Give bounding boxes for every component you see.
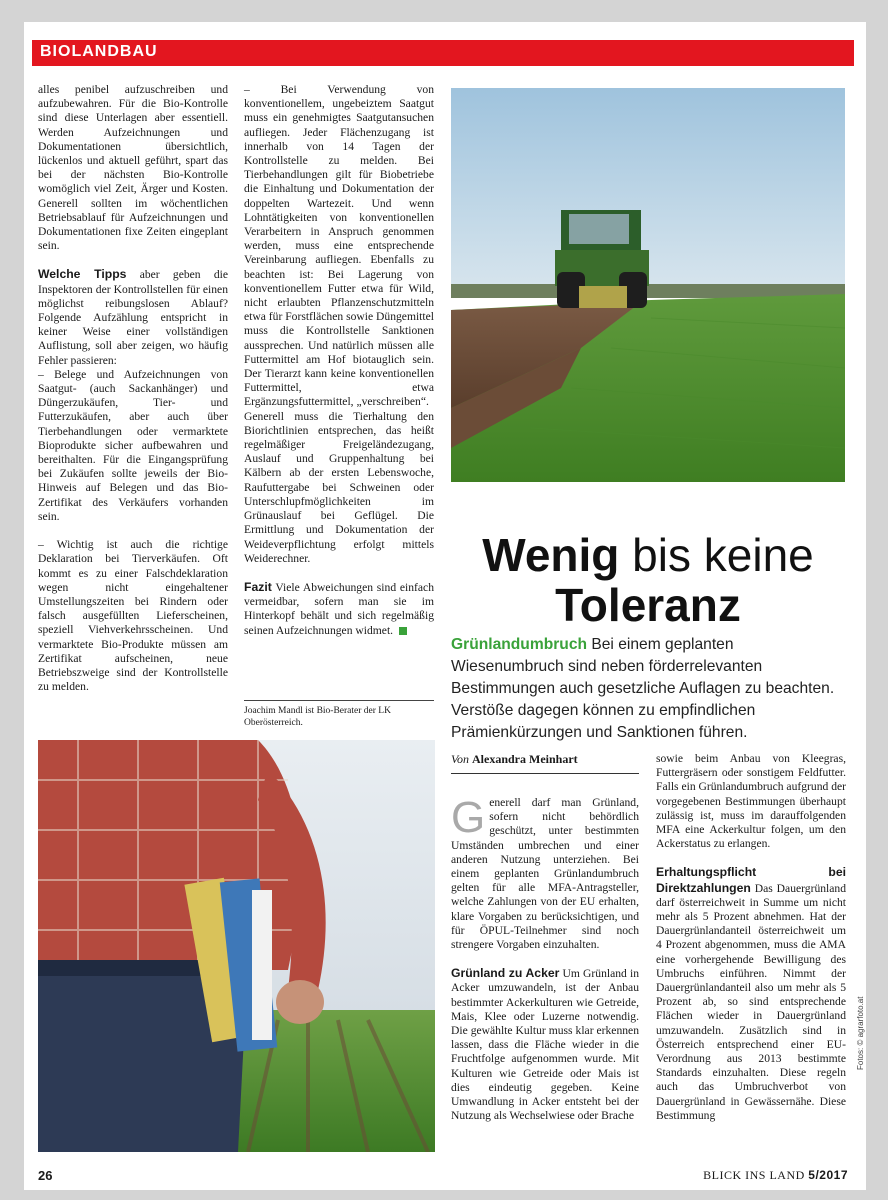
farmer-illustration — [38, 740, 435, 1152]
paragraph: sowie beim Anbau von Kleegras, Futtergräsern oder sonstigem Feldfutter. Falls ein Grünlandumbruch aufgrund der vorgegebenen Bestimmungen überhaupt zulässig ist, muss im darauffolgenden MFA eine Ackerkultur folgen, um den Ackerstatus zu erlangen. — [656, 752, 846, 851]
subheading: Grünland zu Acker — [451, 966, 560, 981]
paragraph-text: Um Grünland in Acker umzuwandeln, ist der Anbau bestimmter Ackerkulturen wie Getreide, Mais, Klee oder Luzerne notwendig. Die gewählte Kultur muss klar erkennen lassen, dass die Fläche wieder in die Fruchtfolge aufgenommen wurde. Mit Kulturen wie Getreide oder Mais ist dies eindeutig gegeben. Keine Umwandlung in Acker entsteht bei der Nutzung als Wechselwiese oder Brache — [451, 967, 639, 1123]
headline — [451, 530, 845, 630]
column-3 — [451, 793, 639, 1123]
paragraph — [38, 267, 228, 367]
section-header — [32, 40, 854, 66]
headline-line-1 — [451, 530, 845, 580]
paragraph: alles penibel aufzuschreiben und aufzubewahren. Für die Bio-Kontrolle sind diese Unterlagen aber essentiell. Werden Aufzeichnungen und Dokumentationen übersichtlich, lückenlos und aktuell geführt, spart das bei der nächsten Bio-Kontrolle womöglich viel Zeit, Ärger und Kosten. Generell sollten im wöchentlichen Betriebsablauf für Aufzeichnungen und Dokumentationen fixe Zeiten eingeplant sein. — [38, 83, 228, 253]
photo-credit: Fotos: © agrarfoto.at — [856, 996, 865, 1070]
byline — [451, 752, 639, 774]
paragraph-text: enerell darf man Grünland, sofern nicht behördlich geschützt, unter bestimmten Umständen umbrechen und einer anderen Nutzung unterziehen. Bei einem geplanten Grünlandumbruch gelten für alle MFA-Antragsteller, welche Zahlungen von der EU erhalten, klare Vorgaben zu berücksichtigen, und für ÖPUL-Teilnehmer sind noch strengere Vorgaben einzuhalten. — [451, 796, 639, 952]
drop-cap: G — [451, 793, 486, 842]
paragraph — [451, 793, 639, 952]
page-number: 26 — [38, 1168, 53, 1183]
byline-author: Alexandra Meinhart — [472, 752, 578, 766]
paragraph-text: Viele Abweichungen sind einfach vermeidbar, sofern man sie im Hinterkopf behält und sich regelmäßig seinen Aufzeichnungen widmet. — [244, 580, 434, 637]
paragraph — [656, 865, 846, 1123]
end-mark-icon — [399, 627, 407, 635]
subheading: Welche Tipps — [38, 267, 127, 282]
headline-bold: Wenig — [482, 529, 620, 581]
section-label: BIOLANDBAU — [40, 43, 158, 60]
headline-rest: bis keine — [619, 529, 814, 581]
intro-keyword: Grünlandumbruch — [451, 636, 588, 653]
paragraph: – Belege und Aufzeichnungen von Saatgut- (auch Sackanhänger) und Düngerzukäufen, Tier- und Futterzukäufen, aber auch über Tierbehandlungen oder vermarktete Bioprodukte sicher aufbewahren und bereithalten. Für die Eingangsprüfung bei Zukäufen sollte jeweils der Bio-Hinweis auf Belegen und das Bio-Zertifikat des Verkäufers vorhanden sein. — [38, 367, 228, 523]
intro-text — [451, 634, 845, 744]
paragraph — [451, 966, 639, 1123]
column-2 — [244, 83, 434, 638]
tractor-shape — [555, 210, 649, 308]
magazine-name: BLICK INS LAND — [703, 1168, 805, 1182]
subheading: Erhaltungspflicht bei Direktzahlungen — [656, 865, 846, 895]
intro-body: Bei einem geplanten Wiesenumbruch sind neben förderrelevanten Bestimmungen auch gesetzliche Auflagen zu beachten. Verstöße dagegen können zu empfindlichen Prämienkürzungen und Sanktionen führen. — [451, 636, 835, 741]
magazine-footer — [703, 1168, 848, 1183]
author-credit: Joachim Mandl ist Bio-Berater der LK Oberösterreich. — [244, 700, 434, 729]
paragraph: – Bei Verwendung von konventionellem, ungebeiztem Saatgut muss ein genehmigtes Saatgutansuchen aufliegen. Jeder Flächenzugang ist innerhalb von 14 Tagen der Kontrollstelle zu melden. Bei Tierbehandlungen gilt für Biobetriebe die Einhaltung und Dokumentation der doppelten Wartezeit. Und wenn Lohntätigkeiten von konventionellen Verarbeitern in Anspruch genommen werden, muss eine entsprechende Vereinbarung aufliegen. Ebenfalls zu beachten ist: Bei Lagerung von konventionellem Futter etwa für Wild, nicht erlaubten Pflanzenschutzmitteln etwa für Forstflächen sowie Düngemittel muss die Kontrollstelle Sanktionen aussprechen. Und natürlich müssen alle Futtermittel am Hof biotauglich sein. Der Tierarzt kann keine konventionellen Futtermittel, etwa Ergänzungsfuttermittel, „verschreiben“. — [244, 83, 434, 409]
column-1 — [38, 83, 228, 694]
paragraph-text: Das Dauergrünland darf österreichweit in Summe um nicht mehr als 5 Prozent abnehmen. Hat der Dauergrünlandanteil österreichweit um 4 Prozent abgenommen, muss die AMA eine vorhergehende Bewilligung des Umbruchs einführen. Nimmt der Dauergrünlandanteil also um mehr als 5 Prozent ab, so sind entsprechende Flächen wieder in Dauergrünland umzuwandeln. Zusätzlich sind in Österreich entsprechend einer EU-Verordnung aus 2013 bestimmte Standards einzuhalten. Diese regeln auch das Umbruchverbot von Dauergrünland in Gewässernähe. Diese Bestimmung — [656, 881, 846, 1122]
paragraph: – Wichtig ist auch die richtige Deklaration bei Tierverkäufen. Oft kommt es zu einer Falschdeklaration wegen nicht eingehaltener Umstellungszeiten bei Rindern oder falsch ausgefüllten Lieferscheinen, speziell Viehverkehrsscheinen. Und vermarktete Bio-Produkte müssen am Zertifikat aufscheinen, neue Betriebszweige sind der Kontrollstelle zu melden. — [38, 538, 228, 694]
paragraph — [244, 580, 434, 638]
headline-bold-2: Toleranz — [555, 579, 741, 631]
paragraph-text: aber geben die Inspektoren der Kontrollstellen für einen möglichst reibungslosen Ablauf? Folgende Aufzählung entspricht in keiner Weise einer vollständigen Auflistung, soll aber zeigen, wo häufig Fehler passieren: — [38, 268, 228, 367]
farmer-binders-photo — [38, 740, 435, 1152]
paragraph: Generell muss die Tierhaltung den Biorichtlinien entsprechen, das heißt regelmäßiger Freigeländezugang, Auslauf und Gruppenhaltung bei Kälbern ab der ersten Lebenswoche, Raufuttergabe bei Schweinen oder Unterschlupfmöglichkeiten im Grünauslauf bei Geflügel. Die Ermittlung und Dokumentation der Weideverpflichtung erfolgt mittels Weiderechner. — [244, 409, 434, 565]
issue-number: 5/2017 — [808, 1168, 848, 1182]
headline-line-2 — [451, 580, 845, 630]
subheading: Fazit — [244, 579, 272, 594]
tractor-field-photo — [451, 88, 845, 482]
byline-prefix: Von — [451, 752, 469, 766]
tractor-field-illustration — [451, 88, 845, 482]
column-4 — [656, 752, 846, 1123]
